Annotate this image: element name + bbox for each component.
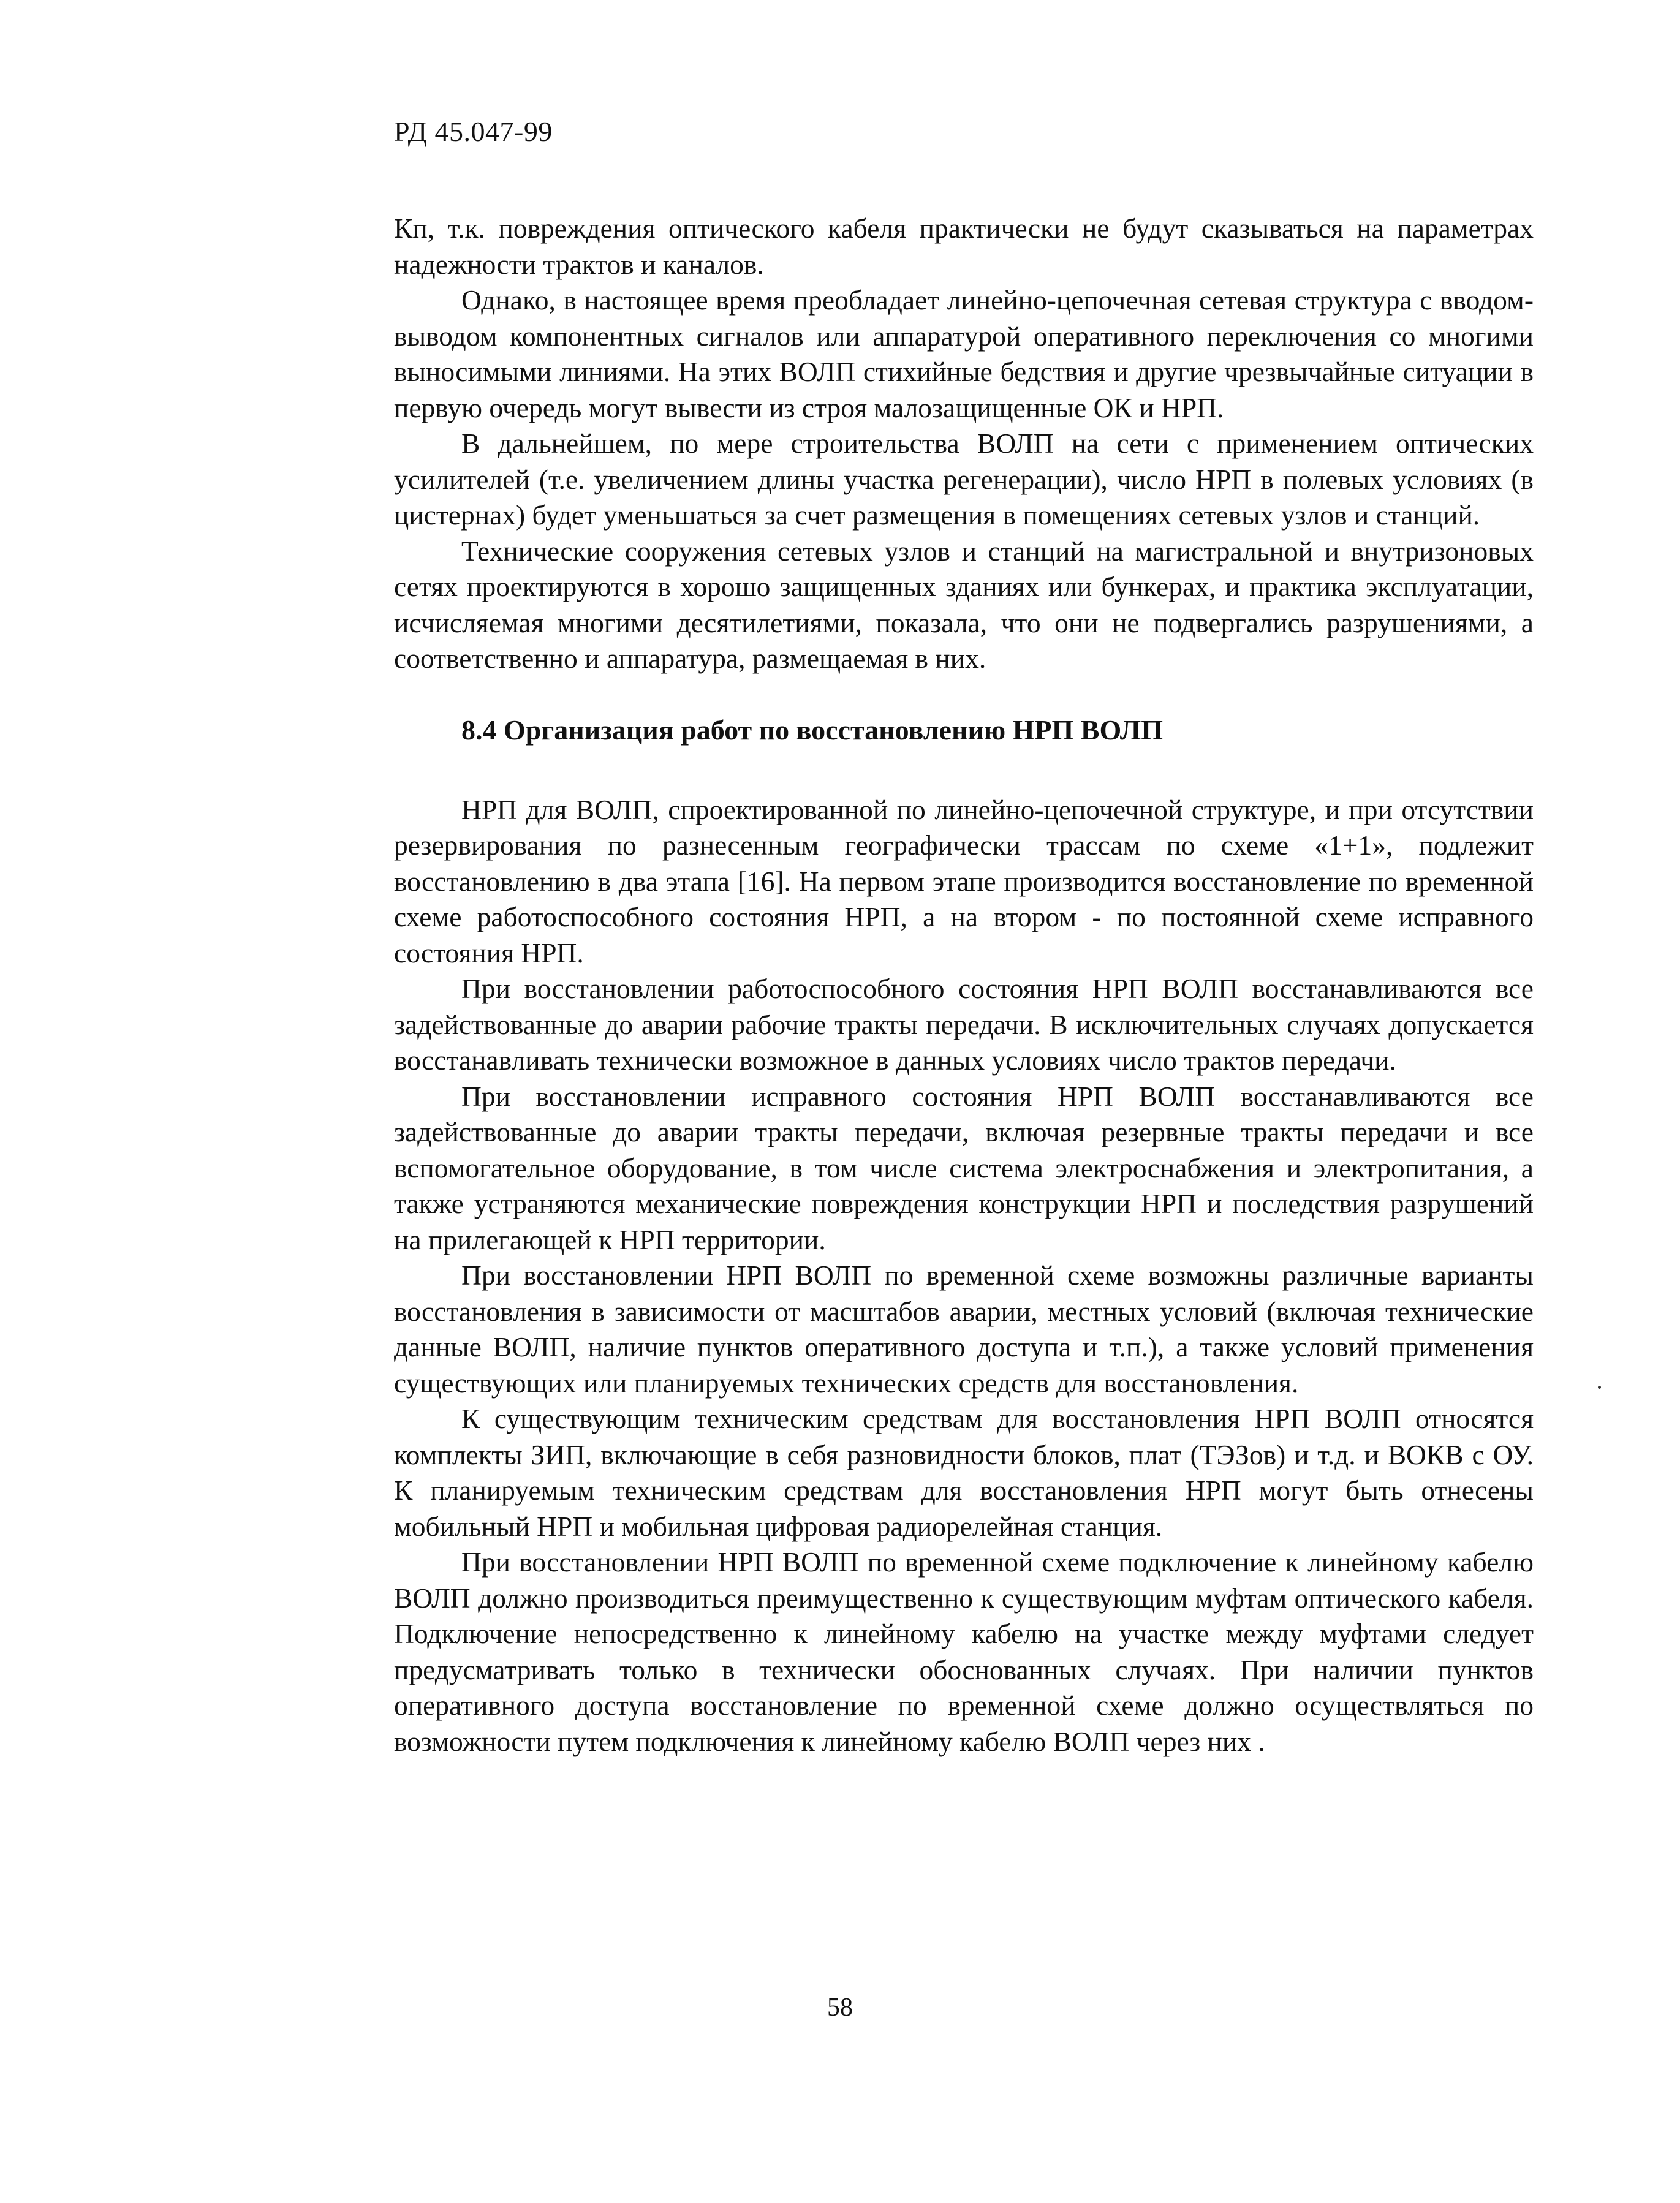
paragraph: При восстановлении НРП ВОЛП по временной схеме подключение к линейному кабелю ВОЛП должно производиться преимущественно к существующим муфтам оптического кабеля. Подключение непосредственно к линейному кабелю на участке между муфтами следует предусматривать только в технически обоснованных случаях. При наличии пунктов оперативного доступа восстановление по временной схеме должно осуществляться по возможности путем подключения к линейному кабелю ВОЛП через них . [394, 1546, 1534, 1757]
paragraph: При восстановлении исправного состояния НРП ВОЛП восстанавливаются все задействованные до аварии тракты передачи, включая резервные тракты передачи и все вспомогательное оборудование, в том числе система электроснабжения и электропитания, а также устраняются механические повреждения конструкции НРП и последствия разрушений на прилегающей к НРП территории. [394, 1080, 1534, 1255]
page-body [394, 211, 1534, 1759]
section-heading: 8.4 Организация работ по восстановлению НРП ВОЛП [461, 714, 1163, 746]
paragraph: Однако, в настоящее время преобладает линейно-цепочечная сетевая структура с вводом-выводом компонентных сигналов или аппаратурой оперативного переключения со многими выносимыми линиями. На этих ВОЛП стихийные бедствия и другие чрезвычайные ситуации в первую очередь могут вывести из строя малозащищенные ОК и НРП. [394, 284, 1534, 423]
paragraph: При восстановлении НРП ВОЛП по временной схеме возможны различные варианты восстановления в зависимости от масштабов аварии, местных условий (включая технические данные ВОЛП, наличие пунктов оперативного доступа и т.п.), а также условий применения существующих или планируемых технических средств для восстановления. [394, 1260, 1534, 1399]
paragraph: При восстановлении работоспособного состояния НРП ВОЛП восстанавливаются все задействованные до аварии рабочие тракты передачи. В исключительных случаях допускается восстанавливать технически возможное в данных условиях число трактов передачи. [394, 973, 1534, 1076]
document-code-header: РД 45.047-99 [394, 116, 553, 147]
page-number: 58 [827, 1993, 853, 2022]
paragraph-continuation: Кп, т.к. повреждения оптического кабеля практически не будут сказываться на параметрах надежности трактов и каналов. [394, 213, 1534, 280]
scan-speck [1598, 1386, 1601, 1389]
paragraph: К существующим техническим средствам для восстановления НРП ВОЛП относятся комплекты ЗИП, включающие в себя разновидности блоков, плат (ТЭЗов) и т.д. и ВОКВ с ОУ. К планируемым техническим средствам для восстановления НРП могут быть отнесены мобильный НРП и мобильная цифровая радиорелейная станция. [394, 1403, 1534, 1542]
paragraph: Технические сооружения сетевых узлов и станций на магистральной и внутризоновых сетях проектируются в хорошо защищенных зданиях или бункерах, и практика эксплуатации, исчисляемая многими десятилетиями, показала, что они не подвергались разрушениями, а соответственно и аппаратура, размещаемая в них. [394, 535, 1534, 674]
paragraph: В дальнейшем, по мере строительства ВОЛП на сети с применением оптических усилителей (т.е. увеличением длины участка регенерации), число НРП в полевых условиях (в цистернах) будет уменьшаться за счет размещения в помещениях сетевых узлов и станций. [394, 428, 1534, 531]
paragraph: НРП для ВОЛП, спроектированной по линейно-цепочечной структуре, и при отсутствии резервирования по разнесенным географически трассам по схеме «1+1», подлежит восстановлению в два этапа [16]. На первом этапе производится восстановление по временной схеме работоспособного состояния НРП, а на втором - по постоянной схеме исправного состояния НРП. [394, 793, 1534, 969]
